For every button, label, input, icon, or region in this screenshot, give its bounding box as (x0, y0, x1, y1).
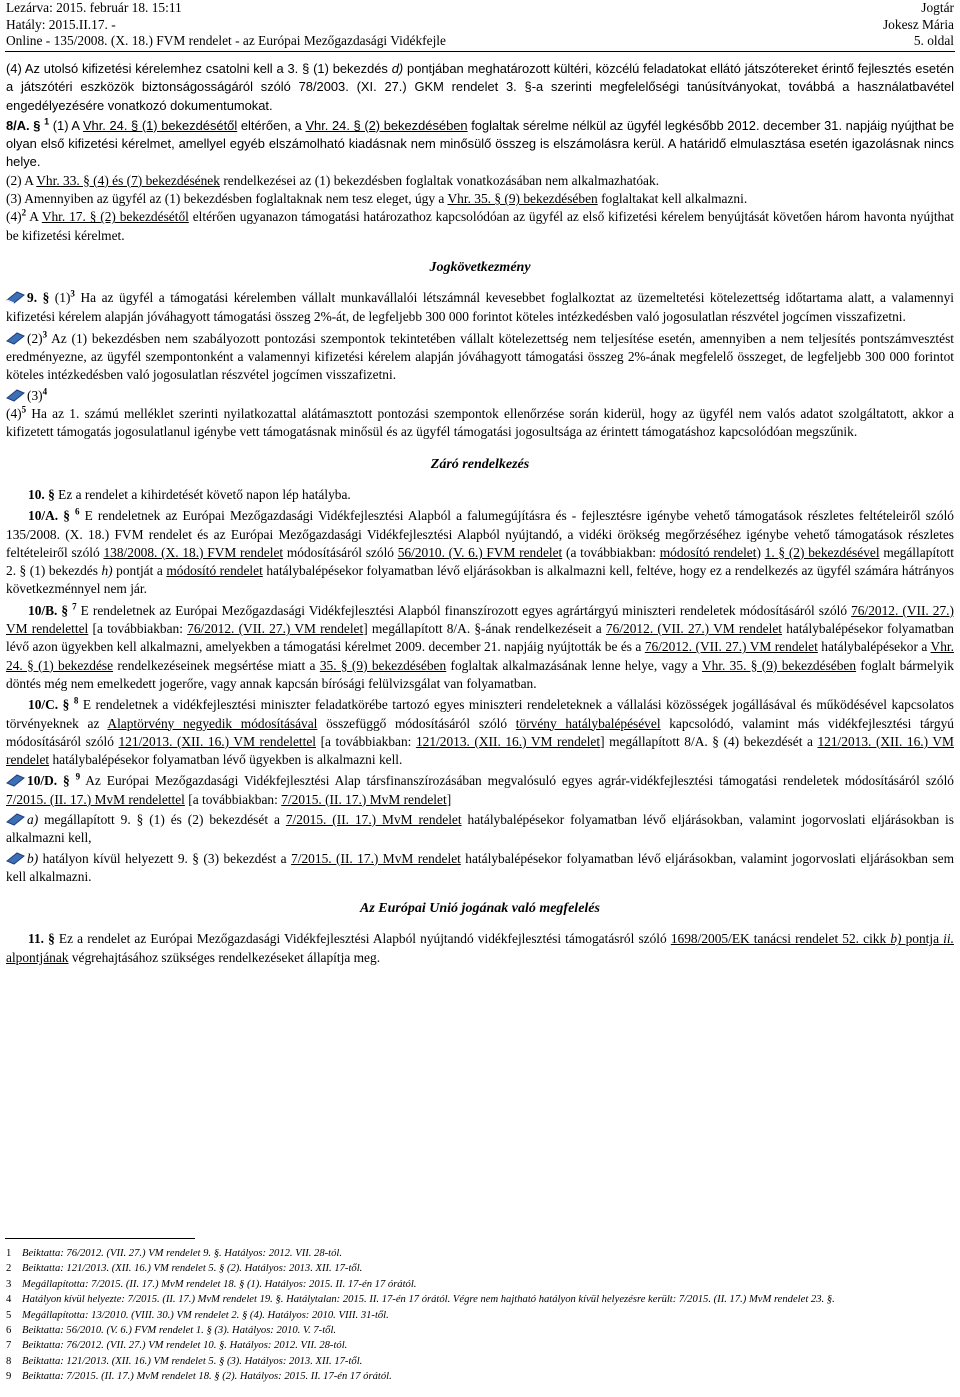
section-label: 10/D. § (27, 773, 70, 789)
law-link[interactable]: 7/2015. (II. 17.) MvM rendelet (281, 791, 447, 807)
section-label: 8/A. § (6, 117, 41, 133)
law-link[interactable]: módosító rendelet (166, 563, 263, 579)
paragraph-10a: 10/A. § $^6$ E rendeletnek az Európai Mezőgazdasági Vidékfejlesztési Alapból a falumegújításra és - fejlesztésre igénybe vehető támogatások részletes feltételeiről szóló 135/2008. (X. 18.) FVM rendelet és az Európai Mezőgazdasági Vidékfejlesztési Alapból nyújtandó, a vidéki örökség megőrzéséhez igénybe vehető támogatások részletes feltételeiről szóló 138/2008. (X. 18.) FVM rendelet módosításáról szóló 56/2010. (V. 6.) FVM rendelet (a továbbiakban: módosító rendelet) 1. § (2) bekezdésével megállapított 2. § (1) bekezdés h) pontját a módosító rendelet hatálybalépésekor folyamatban lévő eljárásokban is alkalmazni kell, feltéve, hogy ez a rendelkezés az ügyfél számára hátrányos következménnyel nem jár. (6, 506, 954, 597)
footnote-ref: 5 (21, 404, 27, 415)
law-link[interactable]: 76/2012. (VII. 27.) VM rendelettel (6, 602, 954, 637)
paragraph-8a-2: (2) A Vhr. 33. § (4) és (7) bekezdésének rendelkezései az (1) bekezdésben foglaltak vonatkozásában nem alkalmazhatóak. (6, 172, 660, 188)
law-link[interactable]: Alaptörvény negyedik módosításával (107, 715, 318, 731)
law-link[interactable]: 121/2013. (XII. 16.) VM rendelet (415, 733, 601, 749)
paragraph-8a-3: (3) Amennyiben az ügyfél az (1) bekezdésben foglaltaknak nem tesz eleget, úgy a Vhr. 35. § (9) bekezdésében foglaltakat kell alkalmazni. (6, 191, 748, 207)
paragraph-10d-a: a) megállapított 9. § (1) és (2) bekezdését a 7/2015. (II. 17.) MvM rendelet hatálybalépésekor folyamatban lévő eljárásokban, valamint jogorvoslati eljárásokban is alkalmazni kell, (6, 811, 954, 846)
footnote-ref: 8 (73, 695, 79, 706)
law-link[interactable]: 121/2013. (XII. 16.) VM rendelet (6, 733, 954, 768)
law-link[interactable]: Vhr. 35. § (9) bekezdésében (447, 191, 598, 207)
section-label: 9. § (27, 290, 50, 306)
paragraph-9-1: 9. § $(1)^3$ Ha az ügyfél a támogatási kérelemben vállalt munkavállalói létszámnál kevesebbet foglalkoztat az üzemeltetési kötelezettség időtartama alatt, a valamennyi kifizetési kérelem alapján jóváhagyott támogatási összeg 2%-át, de legfeljebb 300 000 forintot köteles intézkedésben való jogosulatlan részvétel jogcímen visszafizetni. (6, 288, 954, 324)
paragraph-10d: 10/D. § $^9$ Az Európai Mezőgazdasági Vidékfejlesztési Alap társfinanszírozásában megvalósuló egyes agrár-vidékfejlesztési támogatási rendeletek módosításáról szóló 7/2015. (II. 17.) MvM rendelettel [a továbbiakban: 7/2015. (II. 17.) MvM rendelet] (6, 771, 954, 807)
footnote-item: 5 Megállapította: 13/2010. (VIII. 30.) VM rendelet 2. § (4). Hatályos: 2010. VIII. 31-től. (6, 1309, 389, 1321)
paragraph-8a-4: $(4)^2$ A Vhr. 17. § (2) bekezdésétől eltérően ugyanazon támogatási határozathoz kapcsolódóan az ügyfél az első kifizetési kérelem benyújtását követően három havonta nyújthat be kifizetési kérelmet. (6, 207, 954, 243)
law-link[interactable]: Vhr. 24. § (1) bekezdésétől (82, 117, 238, 133)
law-link[interactable]: 76/2012. (VII. 27.) VM rendelet (644, 639, 818, 655)
footnote-ref: 1 (44, 116, 50, 127)
change-marker-icon[interactable] (6, 331, 25, 345)
law-link[interactable]: Vhr. 24. § (2) bekezdésében (305, 117, 468, 133)
law-link[interactable]: 1698/2005/EK tanácsi rendelet 52. cikk b) pontja ii. alpontjának (6, 931, 954, 965)
law-link[interactable]: 76/2012. (VII. 27.) VM rendelet (605, 621, 782, 637)
law-link[interactable]: 35. § (9) bekezdésében (319, 657, 447, 673)
header-user: Jokesz Mária (882, 16, 954, 32)
law-link[interactable]: Vhr. 24. § (1) bekezdése (6, 639, 954, 673)
header-left (6, 0, 446, 50)
law-link[interactable]: 7/2015. (II. 17.) MvM rendelet (291, 850, 461, 866)
law-link[interactable]: 7/2015. (II. 17.) MvM rendelettel (6, 791, 185, 807)
section-label: 10/A. § (28, 508, 70, 524)
section-heading: Jogkövetkezmény (429, 259, 531, 275)
header-rule (5, 51, 955, 52)
footnote-item: 1 Beiktatta: 76/2012. (VII. 27.) VM rendelet 9. §. Hatályos: 2012. VII. 28-tól. (6, 1248, 342, 1259)
footnote-item: 3 Megállapította: 7/2015. (II. 17.) MvM rendelet 18. § (1). Hatályos: 2015. II. 17-én 17 órától. (6, 1278, 417, 1290)
section-heading: Az Európai Unió jogának való megfelelés (360, 901, 600, 917)
footnote-item: 6 Beiktatta: 56/2010. (V. 6.) FVM rendelet 1. § (3). Hatályos: 2010. V. 7-től. (6, 1325, 337, 1337)
law-link[interactable]: törvény hatálybalépésével (515, 715, 661, 731)
law-link[interactable]: módosító rendelet (659, 544, 757, 560)
paragraph-10d-b: b) hatályon kívül helyezett 9. § (3) bekezdést a 7/2015. (II. 17.) MvM rendelet hatálybalépésekor folyamatban lévő eljárásokban, valamint jogorvoslati eljárásokban sem kell alkalmazni. (6, 850, 954, 884)
paragraph-8a-1: 8/A. § $^1$ (1) A Vhr. 24. § (1) bekezdésétől eltérően, a Vhr. 24. § (2) bekezdésében foglaltak sérelme nélkül az ügyfél legkésőbb 2012. december 31. napjáig nyújthat be olyan első kifizetési kérelmet, amellyel egyéb elszámolható kiadásnak nem minősülő összeg is elszámolásra kerül. A határidő elmulasztása esetén igazolásnak nincs helye. (6, 116, 954, 170)
footnote-ref: 2 (21, 207, 27, 218)
paragraph-11: 11. § Ez a rendelet az Európai Mezőgazdasági Vidékfejlesztési Alapból nyújtandó vidékfejlesztési támogatásról szóló 1698/2005/EK tanácsi rendelet 52. cikk b) pontja ii. alpontjának végrehajtásához szükséges rendelkezéseket állapítja meg. (6, 931, 954, 965)
paragraph-8-4: (4) Az utolsó kifizetési kérelemhez csatolni kell a 3. § (1) bekezdés d) pontjában meghatározott kültéri, közcélú feladatokat ellátó játszótereket érintő fejlesztés esetén a játszótéri eszközök biztonságosságáról szóló 78/2003. (XI. 27.) GKM rendelet 3. §-a szerinti megfelelőségi tanúsítványokat, továbbá a használatbavétel engedélyezésére vonatkozó dokumentumokat. (6, 61, 954, 113)
section-label: 10. § (28, 486, 55, 502)
section-label: 11. § (28, 931, 55, 947)
paragraph-10: 10. § Ez a rendelet a kihirdetését követő napon lép hatályba. (28, 486, 351, 502)
section-label: 10/B. § (28, 602, 69, 618)
law-link[interactable]: 56/2010. (V. 6.) FVM rendelet (397, 544, 563, 560)
paragraph-10c: 10/C. § $^8$ E rendeletnek a vidékfejlesztési miniszter feladatkörébe tartozó egyes miniszteri rendeleteknek a vállalási közösségek jogállásával és működésével kapcsolatos törvényeknek az Alaptörvény negyedik módosításával összefüggő módosításáról szóló törvény hatálybalépésével kapcsolódó, valamint más vidékfejlesztési tárgyú módosításáról szóló 121/2013. (XII. 16.) VM rendelettel [a továbbiakban: 121/2013. (XII. 16.) VM rendelet] megállapított 8/A. § (4) bekezdését a 121/2013. (XII. 16.) VM rendelet hatálybalépésekor folyamatban lévő ügyekben is alkalmazni kell. (6, 695, 954, 768)
paragraph-9-2: $(2)^3$ Az (1) bekezdésben nem szabályozott pontozási szempontok tekintetében vállalt kötelezettség nem teljesítése esetén, amennyiben a nem teljesítés pontszámvesztést eredményezne, az ügyfél szempontonként a valamennyi kifizetési kérelem alapján jóváhagyott támogatási összeg 2%-ának megfelelő összeget, de legfeljebb 300 000 forintot köteles intézkedésben való jogosulatlan részvétel jogcímen visszafizetni. (6, 329, 954, 383)
footnote-ref: 3 (70, 288, 75, 299)
change-marker-icon[interactable] (6, 851, 25, 865)
footnote-ref: 3 (42, 329, 48, 340)
header-source: Jogtár (921, 0, 954, 15)
change-marker-icon[interactable] (6, 388, 25, 402)
paragraph-9-4: $(4)^5$ Ha az 1. számú melléklet szerinti nyilatkozattal alátámasztott pontozási szempontok ellenőrzése során kiderül, hogy az ügyfél nem valós adatot szolgáltatott, akkor a kifizetett támogatás jogosulatlanul igénybe vett támogatásnak minősül és az ügyfél támogatási jogosultsága az érintett támogatáshoz kapcsolódóan megszűnik. (6, 404, 954, 440)
footnote-ref: 4 (42, 386, 48, 397)
paragraph-9-3: $(3)^4$ (6, 387, 954, 405)
footnote-ref: 9 (75, 771, 81, 782)
footnote-ref: 7 (72, 601, 77, 612)
section-heading: Záró rendelkezés (430, 456, 530, 472)
footnote-rule (5, 1238, 195, 1239)
paragraph-10b: 10/B. § $^7$ E rendeletnek az Európai Mezőgazdasági Vidékfejlesztési Alapból finanszírozott egyes agrártárgyú miniszteri rendeletek módosításáról szóló 76/2012. (VII. 27.) VM rendelettel [a továbbiakban: 76/2012. (VII. 27.) VM rendelet] megállapított 8/A. §-ának rendelkezéseit a 76/2012. (VII. 27.) VM rendelet hatálybalépésekor folyamatban lévő azon ügyekben kell alkalmazni, amelyekben a támogatási kérelmet 2009. december 21. napjáig nyújtották be és a 76/2012. (VII. 27.) VM rendelet hatálybalépésekor a Vhr. 24. § (1) bekezdése rendelkezéseinek megsértése miatt a 35. § (9) bekezdésében foglaltak alkalmazásának lenne helye, vagy a Vhr. 35. § (9) bekezdésében foglalt bármelyik döntés még nem emelkedett jogerőre, vagy annak kapcsán bírósági felülvizsgálat van folyamatban. (6, 601, 954, 691)
law-link[interactable]: 7/2015. (II. 17.) MvM rendelet (285, 811, 462, 827)
footnote-ref: 6 (75, 506, 80, 517)
section-label: 10/C. § (28, 697, 70, 713)
footnote-item: 2 Beiktatta: 121/2013. (XII. 16.) VM rendelet 5. § (2). Hatályos: 2013. XII. 17-től. (6, 1263, 363, 1275)
change-marker-icon[interactable] (6, 773, 25, 787)
law-link[interactable]: Vhr. 17. § (2) bekezdésétől (41, 209, 189, 225)
footnote-item: 8 Beiktatta: 121/2013. (XII. 16.) VM rendelet 5. § (3). Hatályos: 2013. XII. 17-től. (6, 1355, 363, 1367)
header-closed-date: Lezárva: 2015. február 18. 15:11 (6, 0, 182, 15)
header-effective-date: Hatály: 2015.II.17. - (6, 16, 116, 32)
law-link[interactable]: 121/2013. (XII. 16.) VM rendelettel (118, 733, 317, 749)
document-body (6, 60, 954, 967)
law-link[interactable]: 138/2008. (X. 18.) FVM rendelet (103, 544, 284, 560)
law-link[interactable]: 1. § (2) bekezdésével (764, 544, 880, 560)
law-link[interactable]: 76/2012. (VII. 27.) VM rendelet (187, 621, 364, 637)
header-right (883, 0, 954, 50)
footnote-item: 7 Beiktatta: 76/2012. (VII. 27.) VM rendelet 10. §. Hatályos: 2012. VII. 28-tól. (6, 1340, 348, 1352)
footnotes (6, 1246, 954, 1385)
footnote-item: 9 Beiktatta: 7/2015. (II. 17.) MvM rendelet 18. § (2). Hatályos: 2015. II. 17-én 17 órától. (6, 1371, 392, 1383)
law-link[interactable]: Vhr. 35. § (9) bekezdésében (701, 657, 857, 673)
page-header (0, 0, 960, 50)
header-page-number: 5. oldal (913, 33, 954, 48)
change-marker-icon[interactable] (6, 812, 25, 826)
footnote-item: 4 Hatályon kívül helyezte: 7/2015. (II. 17.) MvM rendelet 19. §. Hatálytalan: 2015. II. 17-én 17 órától. Végre nem hajtható hatályon kívül helyezésre került: 7/2015. (II. 17.) MvM rendelet 23. §. (6, 1294, 835, 1306)
header-document-title: Online - 135/2008. (X. 18.) FVM rendelet - az Európai Mezőgazdasági Vidékfejle (6, 33, 446, 48)
change-marker-icon[interactable] (6, 290, 25, 304)
law-link[interactable]: Vhr. 33. § (4) és (7) bekezdésének (36, 172, 220, 188)
